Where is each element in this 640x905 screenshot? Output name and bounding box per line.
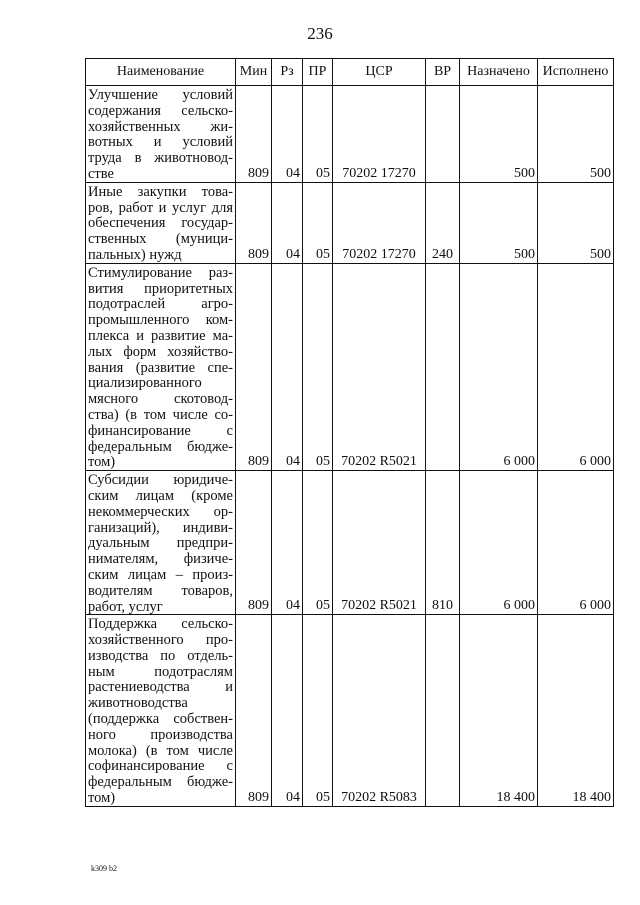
cell-csr: 70202 R5021 xyxy=(333,263,426,470)
name-line: циализированного xyxy=(88,375,202,392)
cell-csr: 70202 17270 xyxy=(333,182,426,263)
cell-csr: 70202 R5083 xyxy=(333,615,426,807)
name-line: вития приоритетных xyxy=(88,280,233,297)
table-row xyxy=(86,263,614,470)
name-line: вания (развитие спе- xyxy=(88,359,233,376)
name-line: подотраслей агро- xyxy=(88,296,233,313)
table-header-row xyxy=(86,59,614,86)
name-line: работ, услуг xyxy=(88,598,163,615)
name-line: финансирование с xyxy=(88,422,233,439)
cell-min: 809 xyxy=(236,86,272,183)
cell-rz: 04 xyxy=(272,86,303,183)
cell-name xyxy=(86,263,236,470)
cell-rz: 04 xyxy=(272,615,303,807)
name-line: ственных (муници- xyxy=(88,231,233,247)
header-min: Мин xyxy=(236,59,272,86)
cell-assigned: 6 000 xyxy=(460,471,538,615)
name-line: вотных и условий xyxy=(88,134,233,151)
name-line: Улучшение условий xyxy=(88,87,233,103)
cell-rz: 04 xyxy=(272,471,303,615)
cell-vr xyxy=(426,615,460,807)
cell-min: 809 xyxy=(236,263,272,470)
name-line: ганизаций), индиви- xyxy=(88,519,233,536)
name-line: ным подотраслям xyxy=(88,663,233,680)
name-line: водителям товаров, xyxy=(88,582,233,599)
cell-vr xyxy=(426,86,460,183)
cell-assigned: 500 xyxy=(460,86,538,183)
name-line: том) xyxy=(88,454,116,471)
table-row xyxy=(86,182,614,263)
cell-assigned: 6 000 xyxy=(460,263,538,470)
name-line: хозяйственных жи- xyxy=(88,118,233,135)
name-line: Стимулирование раз- xyxy=(88,264,233,281)
cell-min: 809 xyxy=(236,182,272,263)
name-line: молока) (в том числе xyxy=(88,742,233,759)
cell-name xyxy=(86,182,236,263)
name-line: хозяйственного про- xyxy=(88,632,233,648)
header-name: Наименование xyxy=(86,59,236,86)
footer-code: k309 b2 xyxy=(91,864,117,873)
name-line: некоммерческих ор- xyxy=(88,503,233,520)
cell-assigned: 500 xyxy=(460,182,538,263)
cell-executed: 6 000 xyxy=(538,263,614,470)
cell-pr: 05 xyxy=(303,471,333,615)
name-line: содержания сельско- xyxy=(88,102,233,119)
name-line: Поддержка сельско- xyxy=(88,616,233,633)
header-rz: Рз xyxy=(272,59,303,86)
cell-name xyxy=(86,86,236,183)
header-vr: ВР xyxy=(426,59,460,86)
name-line: федеральным бюдже- xyxy=(88,774,233,791)
name-line: софинансирование с xyxy=(88,758,233,775)
name-line: ским лицам – произ- xyxy=(88,566,233,583)
cell-executed: 500 xyxy=(538,86,614,183)
name-line: ства) (в том числе со- xyxy=(88,406,233,423)
table-row xyxy=(86,615,614,807)
name-line: труда в животновод- xyxy=(88,150,233,166)
cell-rz: 04 xyxy=(272,182,303,263)
name-line: растениеводства и xyxy=(88,679,233,696)
cell-pr: 05 xyxy=(303,615,333,807)
cell-name xyxy=(86,471,236,615)
name-line: федеральным бюдже- xyxy=(88,438,233,455)
table-row xyxy=(86,86,614,183)
cell-min: 809 xyxy=(236,615,272,807)
name-line: дуальным предпри- xyxy=(88,535,233,552)
name-line: нимателям, физиче- xyxy=(88,551,233,567)
cell-name xyxy=(86,615,236,807)
cell-executed: 18 400 xyxy=(538,615,614,807)
name-line: изводства по отдель- xyxy=(88,647,233,664)
cell-csr: 70202 R5021 xyxy=(333,471,426,615)
cell-min: 809 xyxy=(236,471,272,615)
header-pr: ПР xyxy=(303,59,333,86)
page-number: 236 xyxy=(307,24,333,43)
name-line: Иные закупки това- xyxy=(88,183,233,200)
name-line: (поддержка собствен- xyxy=(88,711,233,727)
table-body xyxy=(86,86,614,807)
name-line: лых форм хозяйство- xyxy=(88,343,233,360)
cell-rz: 04 xyxy=(272,263,303,470)
cell-vr: 240 xyxy=(426,182,460,263)
header-executed: Исполнено xyxy=(538,59,614,86)
name-line: стве xyxy=(88,165,114,182)
name-line: Субсидии юридиче- xyxy=(88,472,233,488)
name-line: обеспечения государ- xyxy=(88,215,233,232)
table-row xyxy=(86,471,614,615)
name-line: ским лицам (кроме xyxy=(88,487,233,504)
name-line: ного производства xyxy=(88,726,233,743)
name-line: пальных) нужд xyxy=(88,246,182,263)
cell-pr: 05 xyxy=(303,263,333,470)
name-line: животноводства xyxy=(88,695,188,712)
name-line: мясного скотовод- xyxy=(88,391,233,407)
name-line: промышленного ком- xyxy=(88,312,233,328)
header-assigned: Назначено xyxy=(460,59,538,86)
cell-vr xyxy=(426,263,460,470)
cell-csr: 70202 17270 xyxy=(333,86,426,183)
header-csr: ЦСР xyxy=(333,59,426,86)
cell-executed: 6 000 xyxy=(538,471,614,615)
name-line: плекса и развитие ма- xyxy=(88,327,233,344)
budget-table xyxy=(85,58,614,807)
name-line: том) xyxy=(88,790,116,806)
cell-pr: 05 xyxy=(303,86,333,183)
cell-vr: 810 xyxy=(426,471,460,615)
cell-pr: 05 xyxy=(303,182,333,263)
name-line: ров, работ и услуг для xyxy=(88,199,233,216)
cell-assigned: 18 400 xyxy=(460,615,538,807)
cell-executed: 500 xyxy=(538,182,614,263)
